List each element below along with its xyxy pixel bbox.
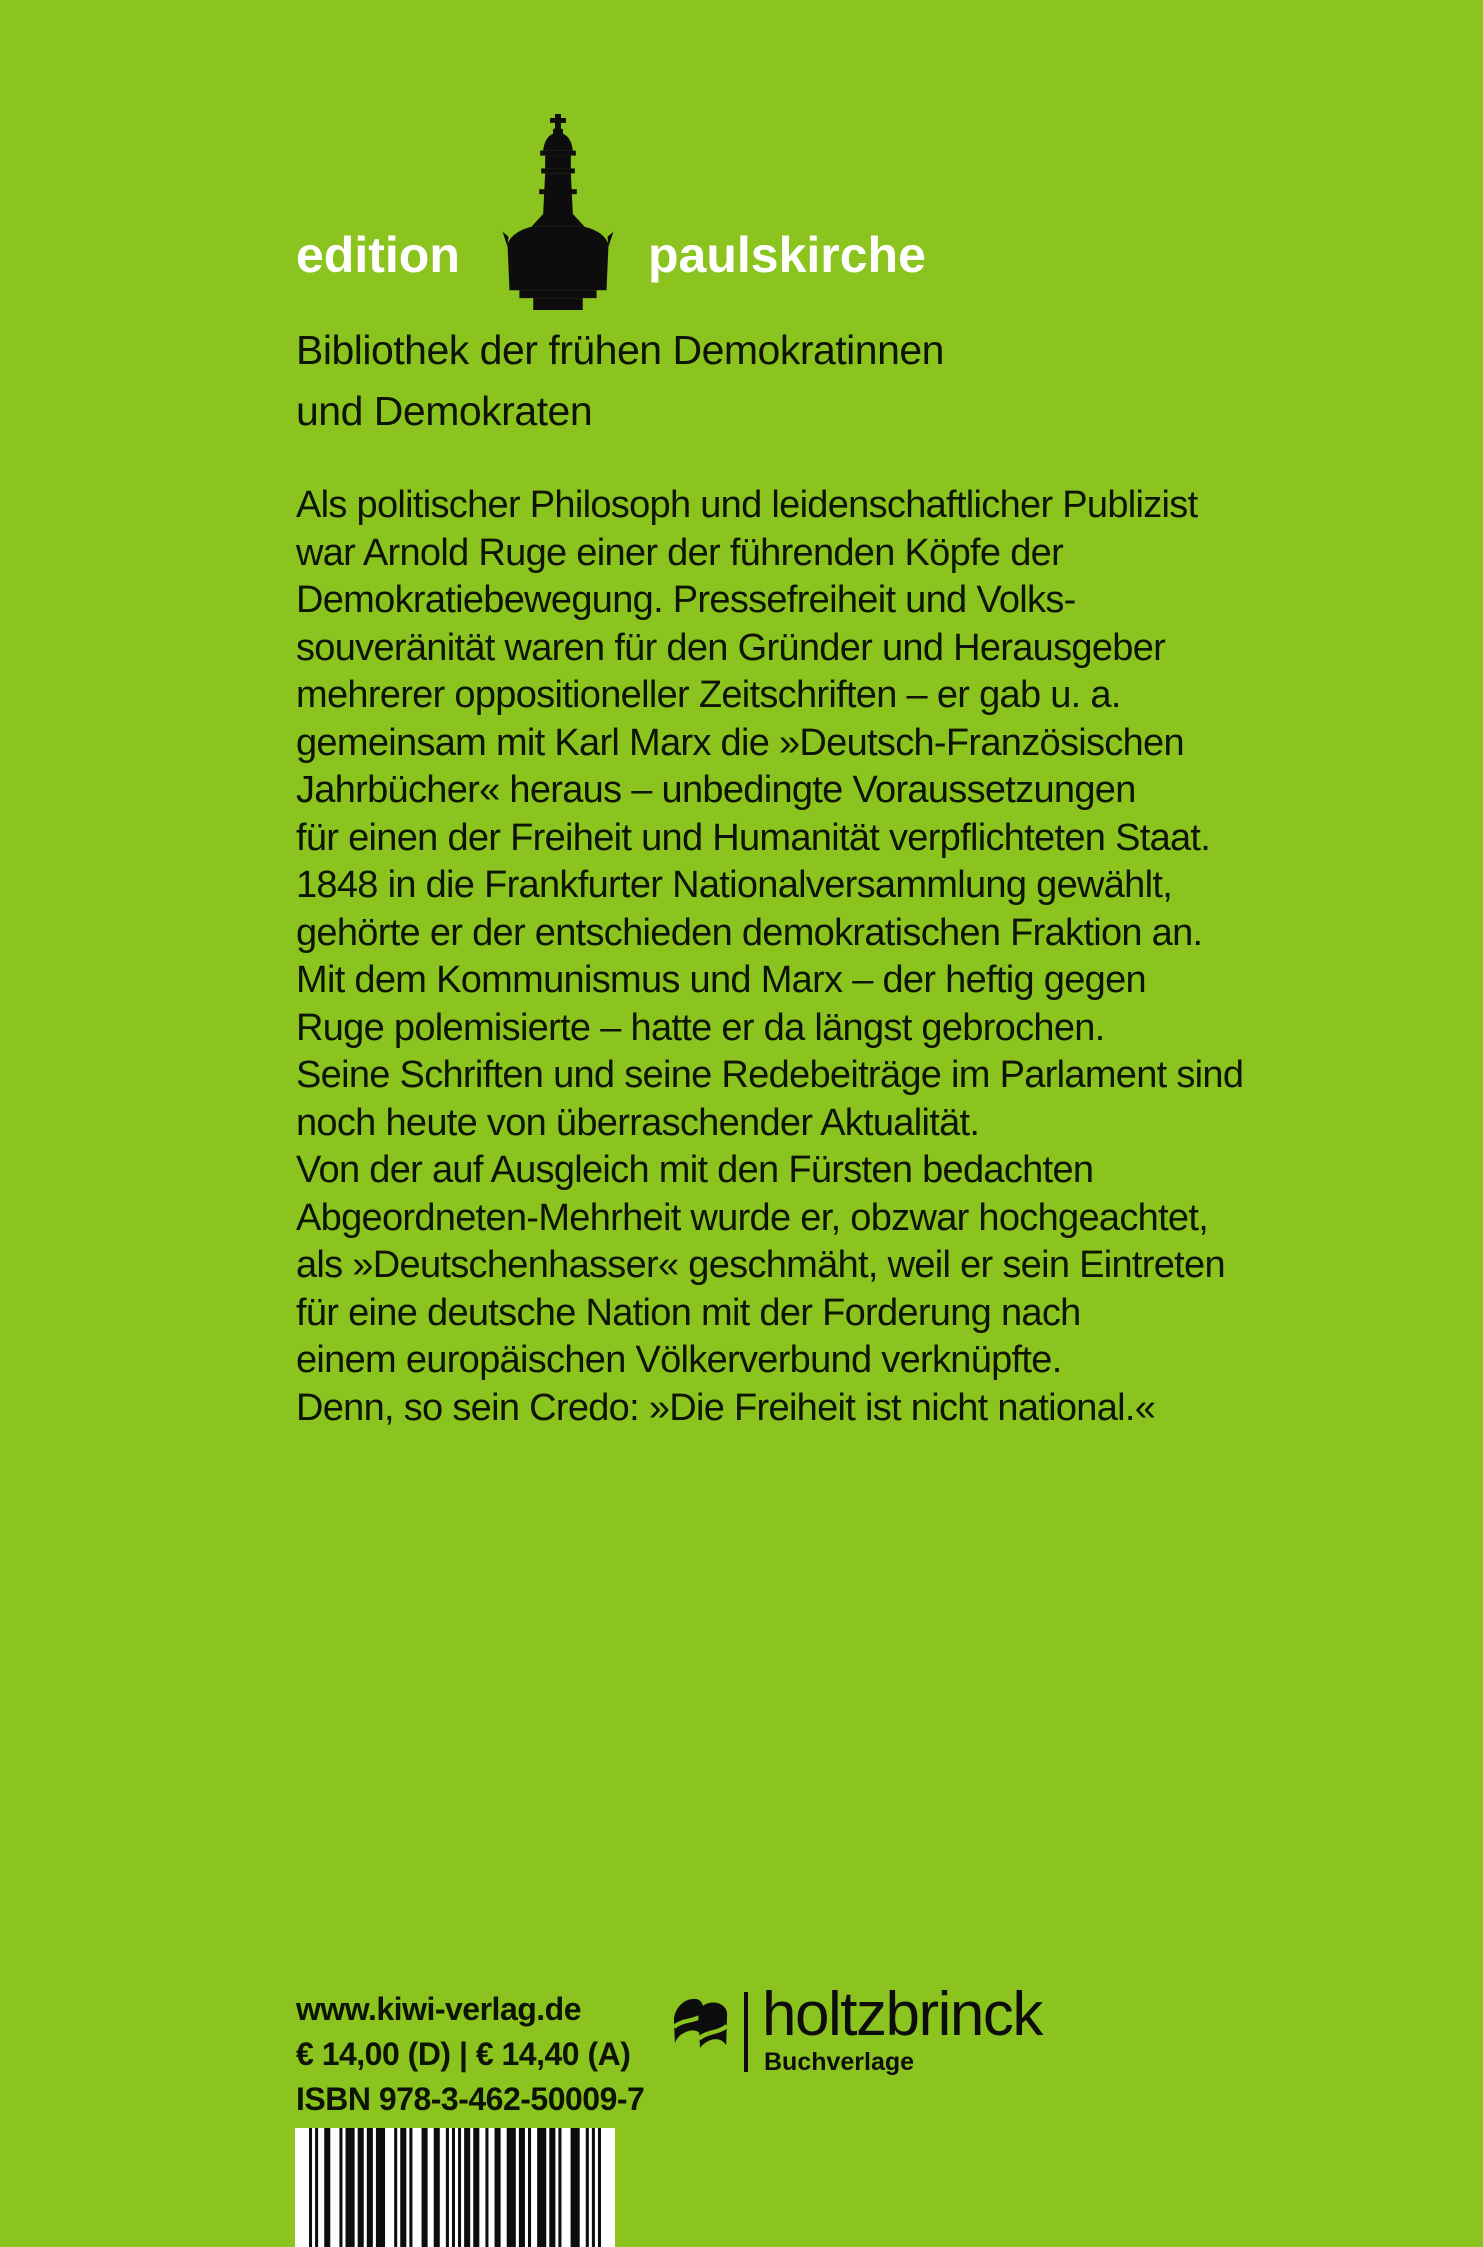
blurb-line: gehörte er der entschieden demokratischen Fraktion an. (296, 911, 1203, 954)
blurb-line: gemeinsam mit Karl Marx die »Deutsch-Französischen (296, 721, 1184, 764)
blurb-line: noch heute von überraschender Aktualität. (296, 1101, 980, 1144)
blurb-line: als »Deutschenhasser« geschmäht, weil er sein Eintreten (296, 1244, 1225, 1286)
blurb-line: für einen der Freiheit und Humanität verpflichteten Staat. (296, 816, 1211, 859)
blurb-line: 1848 in die Frankfurter Nationalversammlung gewählt, (296, 864, 1173, 906)
publisher-division: Buchverlage (764, 2048, 915, 2076)
blurb-line: für eine deutsche Nation mit der Forderung nach (296, 1291, 1081, 1334)
barcode (295, 2128, 615, 2247)
series-title-line2: und Demokraten (296, 388, 593, 434)
blurb-line: Als politischer Philosoph und leidenschaftlicher Publizist (296, 484, 1198, 526)
publisher-logo-divider (744, 1992, 748, 2072)
blurb-line: souveränität waren für den Gründer und Herausgeber (296, 626, 1166, 669)
blurb-line: war Arnold Ruge einer der führenden Köpfe der (296, 531, 1064, 574)
blurb-line: Seine Schriften und seine Redebeiträge im Parlament sind (296, 1054, 1244, 1096)
blurb-line: Abgeordneten-Mehrheit wurde er, obzwar hochgeachtet, (296, 1196, 1209, 1239)
blurb-line: Jahrbücher« heraus – unbedingte Voraussetzungen (296, 769, 1136, 811)
barcode-bars (295, 2128, 615, 2247)
logo-word-edition: edition (296, 227, 460, 283)
blurb-line: Demokratiebewegung. Pressefreiheit und Volks- (296, 579, 1076, 621)
holtzbrinck-books-icon (672, 1996, 730, 2050)
blurb-line: Mit dem Kommunismus und Marx – der heftig gegen (296, 959, 1146, 1001)
blurb-line: einem europäischen Völkerverbund verknüpfte. (296, 1339, 1062, 1381)
logo-word-paulskirche: paulskirche (648, 227, 926, 283)
paulskirche-tower-icon (498, 112, 618, 310)
isbn: ISBN 978-3-462-50009-7 (296, 2081, 645, 2117)
price: € 14,00 (D) | € 14,40 (A) (296, 2036, 631, 2072)
website-url: www.kiwi-verlag.de (296, 1991, 582, 2027)
blurb-line: mehrerer oppositioneller Zeitschriften – er gab u. a. (296, 674, 1121, 716)
blurb-line: Ruge polemisierte – hatte er da längst gebrochen. (296, 1006, 1105, 1049)
series-title-line1: Bibliothek der frühen Demokratinnen (296, 327, 944, 373)
publisher-name: holtzbrinck (762, 1980, 1042, 2049)
publisher-logo (672, 1980, 1112, 2080)
blurb (296, 482, 1243, 1432)
series-title (296, 320, 944, 442)
blurb-line: Denn, so sein Credo: »Die Freiheit ist nicht national.« (296, 1386, 1156, 1429)
blurb-line: Von der auf Ausgleich mit den Fürsten bedachten (296, 1149, 1094, 1191)
